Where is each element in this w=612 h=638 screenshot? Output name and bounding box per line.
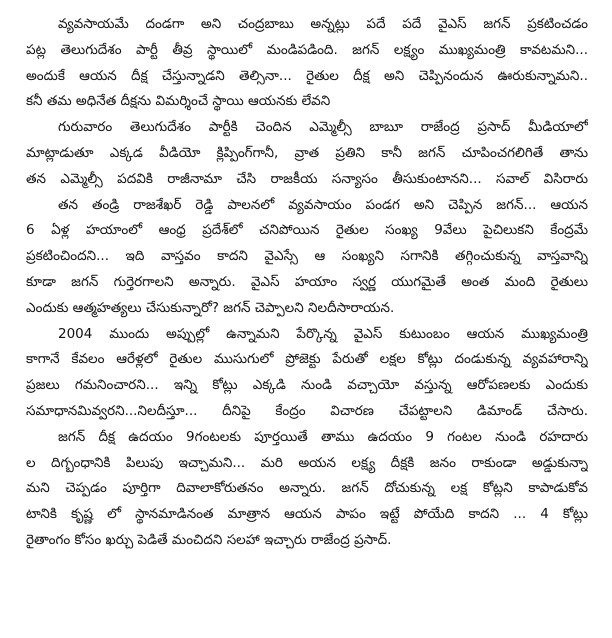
text-line: కూడా జగన్ గుర్తెరగాలని అన్నారు. వైఎస్ హయాం స్వర్ణ యుగమైతే అంత మంది రైతులు bbox=[26, 273, 588, 290]
text-line: జగన్ దీక్ష ఉదయం 9గంటలకు పూర్తయితే తాము ఉదయం 9 గంటల నుండి రహదారు bbox=[58, 428, 588, 445]
text-line: తన తండ్రి రాజశేఖర్ రెడ్డి పాలనలో వ్యవసాయం పండగ అని చెప్పిన జగన్... ఆయన bbox=[58, 196, 588, 213]
text-line: ప్రజలు గమనించారని... ఇన్ని కోట్లు ఎక్కడి నుండి వచ్చాయో వస్తున్న ఆరోపణలకు ఎందుకు bbox=[26, 377, 588, 394]
paragraph-4 bbox=[26, 322, 588, 425]
text-line: కనీ తమ అధినేత దీక్షను విమర్శించే స్థాయి ఆయనకు లేవని bbox=[26, 93, 331, 110]
text-line: వ్యవసాయమే దండగా అని చంద్రబాబు అన్నట్లు పదే పదే వైఎస్ జగన్ ప్రకటించడం bbox=[58, 16, 588, 32]
text-line: సమాధానమివ్వరని...నిలదీస్తూ... దీనిపై కేంద్రం విచారణ చేపట్టాలని డిమాండ్ చేసారు. bbox=[26, 402, 588, 419]
text-line: మని చెప్పడం పూర్తిగా దివాలాకోరుతనం అన్నారు. జగన్ దోచుకున్న లక్ష కోట్లని కాపాడుకోవ bbox=[26, 480, 588, 497]
text-line: అందుకే ఆయన దీక్ష చేస్తున్నాడని తెల్సినా... రైతుల దీక్ష అని చెప్పినందున ఊరుకున్నామని.. bbox=[26, 67, 588, 84]
article-body bbox=[26, 12, 588, 554]
text-line: ప్రకటించిందని... ఇది వాస్తవం కాదని వైఎస్సే ఆ సంఖ్యని సగానికి తగ్గించుకున్న వాస్తవాన్ని bbox=[26, 248, 588, 265]
text-line: 6 ఏళ్ల హయాంలో ఆంధ్ర ప్రదేశ్‌లో చనిపోయిన రైతుల సంఖ్య 9వేలు పైచిలుకని కేంద్రమే bbox=[26, 222, 588, 239]
paragraph-2 bbox=[26, 115, 588, 192]
text-line: ఎందుకు ఆత్మహత్యలు చేసుకున్నారో? జగన్ చెప్పాలని నిలదీసారాయన. bbox=[26, 299, 395, 316]
paragraph-5 bbox=[26, 425, 588, 554]
text-line: తన ఎమ్మెల్సీ పదవికి రాజీనామా చేసి రాజకీయ సన్యాసం తీసుకుంటానని... సవాల్ విసిరారు bbox=[26, 170, 588, 187]
text-line: 2004 ముందు అప్పుల్లో ఉన్నామని పేర్కొన్న వైఎస్ కుటుంబం ఆయన ముఖ్యమంత్రి bbox=[58, 325, 588, 342]
paragraph-1 bbox=[26, 12, 588, 115]
text-line: రైతాంగం కోసం ఖర్చు పెడితే మంచిదని సలహా ఇచ్చారు రాజేంద్ర ప్రసాద్. bbox=[26, 531, 392, 548]
text-line: కాగానే కేవలం ఆరేళ్లలో రైతుల ముసుగులో ప్రోజెక్టు పేరుతో లక్షల కోట్లు దండుకున్న వ్యవహారాన్ని bbox=[26, 351, 588, 368]
text-line: పట్ల తెలుగుదేశం పార్టీ తీవ్ర స్థాయిలో మండిపడింది. జగన్ లక్ష్యం ముఖ్యమంత్రి కావటమని... bbox=[26, 41, 588, 58]
text-line: టానికి కృష్ణ లో స్థానమాడినంత మాత్రాన ఆయన పాపం ఇట్టే పోయేది కాదని ... 4 కోట్లు bbox=[26, 506, 588, 523]
text-line: మాట్లాడుతూ ఎక్కడ వీడియో క్లిప్పింగ్‌గానీ, వ్రాత ప్రతిని కానీ జగన్ చూపించగలిగితే తాను bbox=[26, 144, 588, 161]
text-line: ల దిగ్బంధానికి పిలుపు ఇచ్చామని... మరి అయన లక్ష్య దీక్షకి జనం రాకుండా అడ్డుకున్నా bbox=[26, 454, 588, 471]
paragraph-3 bbox=[26, 193, 588, 322]
text-line: గురువారం తెలుగుదేశం పార్టీకి చెందిన ఎమ్మెల్సీ బాబూ రాజేంద్ర ప్రసాద్ మీడియాలో bbox=[58, 119, 588, 136]
